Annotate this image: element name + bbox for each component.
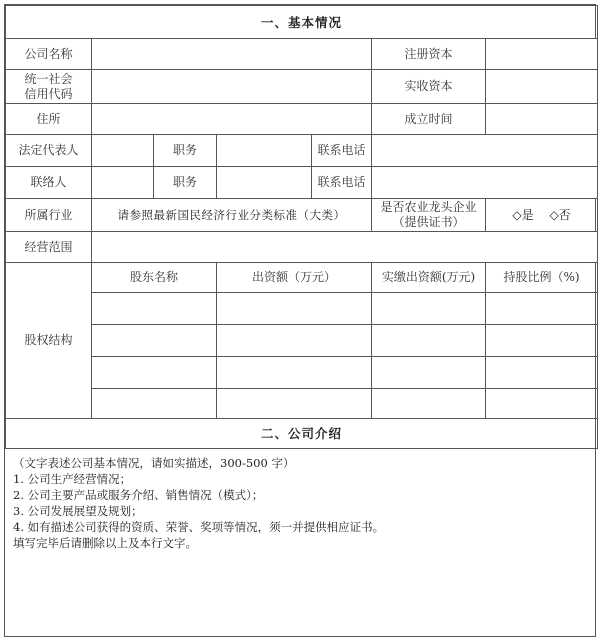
contact-label: 联络人 [6,167,92,199]
phone-label-1: 联系电话 [312,135,372,167]
registered-capital-label: 注册资本 [372,39,486,70]
contact-field[interactable] [92,167,154,199]
equity-cell-amount[interactable] [217,357,372,389]
section-title-intro: 二、公司介绍 [6,419,598,449]
capital-amount-header: 出资额（万元） [217,263,372,293]
leading-enterprise-question [372,199,486,232]
registered-capital-field[interactable] [486,39,598,70]
address-field[interactable] [92,104,372,135]
equity-row [6,325,598,357]
position-field-1[interactable] [217,135,312,167]
equity-cell-paid[interactable] [372,389,486,419]
leading-question-line2: （提供证书） [392,215,465,229]
share-ratio-header: 持股比例（%) [486,263,598,293]
equity-cell-paid[interactable] [372,293,486,325]
address-label: 住所 [6,104,92,135]
equity-cell-name[interactable] [92,357,217,389]
company-name-field[interactable] [92,39,372,70]
equity-cell-ratio[interactable] [486,293,598,325]
equity-cell-amount[interactable] [217,293,372,325]
equity-row [6,357,598,389]
equity-row [6,389,598,419]
business-scope-field[interactable] [92,232,598,263]
basic-info-table [5,5,598,449]
radio-yes[interactable]: ◇是 [512,207,534,222]
equity-cell-ratio[interactable] [486,389,598,419]
phone-field-2[interactable] [372,167,598,199]
paid-amount-header: 实缴出资额(万元) [372,263,486,293]
leading-enterprise-options [486,199,598,232]
credit-code-field[interactable] [92,70,372,104]
intro-line: 1. 公司生产经营情况； [13,472,132,486]
equity-cell-name[interactable] [92,389,217,419]
business-scope-label: 经营范围 [6,232,92,263]
phone-field-1[interactable] [372,135,598,167]
equity-cell-name[interactable] [92,293,217,325]
intro-line: 2. 公司主要产品或服务介绍、销售情况（模式）； [13,488,264,502]
equity-cell-ratio[interactable] [486,357,598,389]
equity-label: 股权结构 [6,263,92,419]
phone-label-2: 联系电话 [312,167,372,199]
credit-code-label-line2: 信用代码 [24,86,73,101]
credit-code-label-line1: 统一社会 [24,71,73,86]
equity-cell-amount[interactable] [217,389,372,419]
position-field-2[interactable] [217,167,312,199]
industry-label: 所属行业 [6,199,92,232]
industry-hint[interactable]: 请参照最新国民经济行业分类标准（大类） [92,199,372,232]
intro-line: （文字表述公司基本情况，请如实描述，300-500 字） [13,456,295,470]
intro-line: 填写完毕后请删除以上及本行文字。 [13,536,197,550]
equity-cell-name[interactable] [92,325,217,357]
established-date-field[interactable] [486,104,598,135]
company-name-label: 公司名称 [6,39,92,70]
equity-row [6,293,598,325]
equity-cell-ratio[interactable] [486,325,598,357]
legal-rep-label: 法定代表人 [6,135,92,167]
credit-code-label [6,70,92,104]
established-date-label: 成立时间 [372,104,486,135]
paidin-capital-field[interactable] [486,70,598,104]
leading-question-line1: 是否农业龙头企业 [380,200,477,214]
equity-cell-amount[interactable] [217,325,372,357]
section-title-basic: 一、基本情况 [6,6,598,39]
radio-no[interactable]: ◇否 [549,207,571,222]
intro-line: 4. 如有描述公司获得的资质、荣誉、奖项等情况，须一并提供相应证书。 [13,520,385,534]
legal-rep-field[interactable] [92,135,154,167]
shareholder-name-header: 股东名称 [92,263,217,293]
equity-cell-paid[interactable] [372,325,486,357]
position-label-1: 职务 [154,135,217,167]
intro-line: 3. 公司发展展望及规划； [13,504,143,518]
paidin-capital-label: 实收资本 [372,70,486,104]
equity-cell-paid[interactable] [372,357,486,389]
company-intro-textarea[interactable] [4,451,596,637]
position-label-2: 职务 [154,167,217,199]
